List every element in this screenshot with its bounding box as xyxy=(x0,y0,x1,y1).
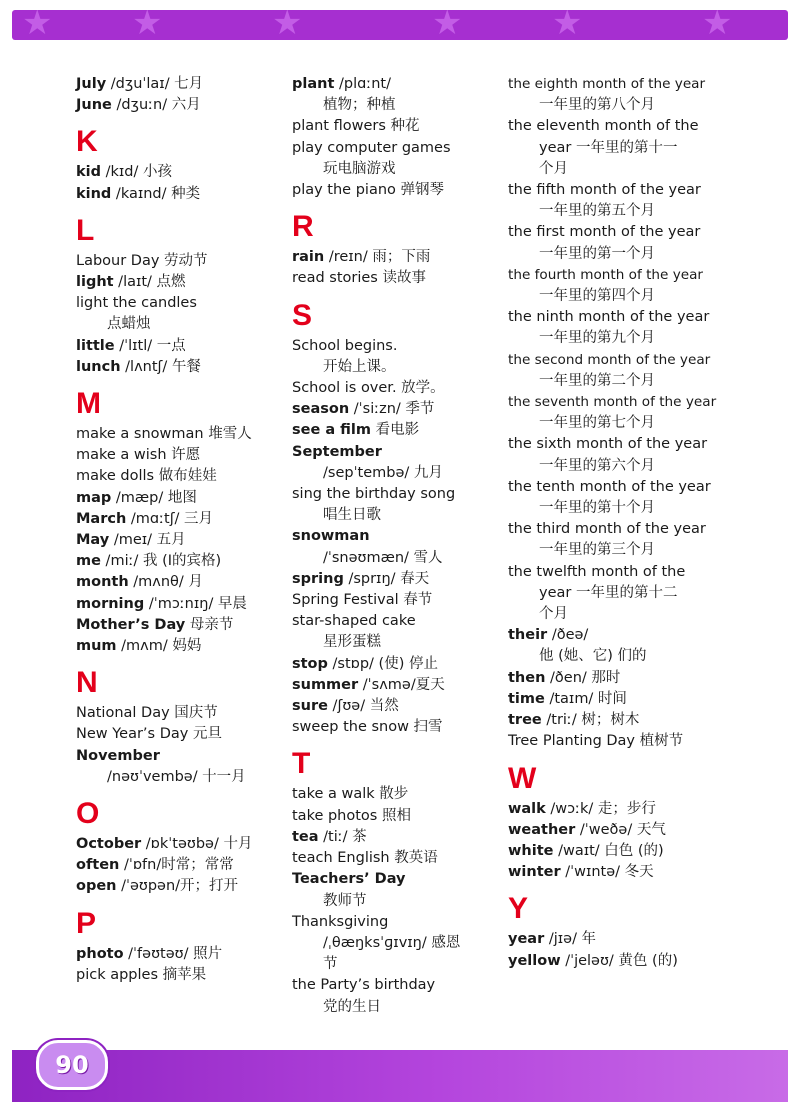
headword: often xyxy=(76,857,120,874)
headword: season xyxy=(292,401,350,418)
glossary-phrase: the Party’s birthday xyxy=(292,977,436,994)
headword: walk xyxy=(508,800,546,817)
definition: /triː/ 树；树木 xyxy=(541,712,640,729)
entry-continuation: 节 xyxy=(323,956,338,973)
definition: /wɔːk/ 走；步行 xyxy=(545,800,656,817)
headword: Mother’s Day xyxy=(76,616,186,633)
glossary-phrase: National Day 国庆节 xyxy=(76,705,218,722)
glossary-phrase: New Year’s Day 元旦 xyxy=(76,726,222,743)
definition: /ɒkˈtəʊbə/ 十月 xyxy=(141,836,253,853)
headword: lunch xyxy=(76,358,121,375)
glossary-entry xyxy=(292,696,502,717)
entry-continuation: 党的生日 xyxy=(323,998,381,1015)
entry-continuation: /ˈsnəʊmæn/ 雪人 xyxy=(323,549,443,566)
glossary-entry xyxy=(292,420,502,441)
entry-continuation: 一年里的第十个月 xyxy=(539,500,655,517)
page-number: 90 xyxy=(55,1051,89,1079)
glossary-entry xyxy=(508,799,718,820)
section-letter: O xyxy=(76,797,100,831)
glossary-entry xyxy=(508,951,718,972)
glossary-phrase: the eleventh month of the xyxy=(508,118,699,135)
headword: see a film xyxy=(292,422,372,439)
glossary-phrase: take a walk 散步 xyxy=(292,786,409,803)
glossary-phrase: School begins. xyxy=(292,337,398,354)
headword: Teachers’ Day xyxy=(292,871,406,888)
entry-continuation: 一年里的第三个月 xyxy=(539,542,655,559)
glossary-phrase: make dolls 做布娃娃 xyxy=(76,468,217,485)
section-letter: T xyxy=(292,747,311,781)
glossary-phrase: make a snowman 堆雪人 xyxy=(76,426,252,443)
glossary-entry xyxy=(76,162,281,183)
glossary-phrase: light the candles xyxy=(76,295,197,312)
headword: light xyxy=(76,274,114,291)
glossary-phrase: Thanksgiving xyxy=(292,913,389,930)
star-icon: ★ xyxy=(552,10,583,40)
glossary-entry xyxy=(292,399,502,420)
glossary-entry xyxy=(76,551,281,572)
entry-continuation: 一年里的第六个月 xyxy=(539,457,655,474)
headword: kid xyxy=(76,164,101,181)
headword: May xyxy=(76,532,110,549)
headword: snowman xyxy=(292,528,370,545)
headword: sure xyxy=(292,698,328,715)
glossary-entry xyxy=(76,636,281,657)
definition: /ˈsʌmə/夏天 xyxy=(358,676,445,693)
glossary-phrase: the third month of the year xyxy=(508,521,706,538)
headword: me xyxy=(76,553,101,570)
glossary-phrase: School is over. 放学。 xyxy=(292,380,445,397)
glossary-phrase: pick apples 摘苹果 xyxy=(76,966,207,983)
headword: spring xyxy=(292,570,344,587)
headword: tea xyxy=(292,828,319,845)
star-icon: ★ xyxy=(132,10,163,40)
entry-continuation: /sepˈtembə/ 九月 xyxy=(323,464,443,481)
glossary-phrase: the fourth month of the year xyxy=(508,266,704,283)
glossary-entry xyxy=(292,869,502,890)
glossary-entry xyxy=(76,615,281,636)
definition: /miː/ 我 (I的宾格) xyxy=(100,553,222,570)
definition: 母亲节 xyxy=(185,616,234,633)
glossary-entry xyxy=(76,855,281,876)
glossary-phrase: Tree Planting Day 植树节 xyxy=(508,733,684,750)
definition: /tiː/ 茶 xyxy=(318,828,367,845)
headword: weather xyxy=(508,821,576,838)
glossary-entry xyxy=(76,876,281,897)
glossary-entry xyxy=(508,710,718,731)
entry-continuation: 开始上课。 xyxy=(323,358,396,375)
glossary-column-1 xyxy=(76,74,281,986)
headword: white xyxy=(508,842,554,859)
headword: then xyxy=(508,669,546,686)
headword: time xyxy=(508,690,545,707)
definition: /ˈwɪntə/ 冬天 xyxy=(560,864,654,881)
glossary-entry xyxy=(508,625,718,646)
section-letter: S xyxy=(292,298,313,332)
glossary-phrase: the twelfth month of the xyxy=(508,563,686,580)
entry-continuation: 一年里的第七个月 xyxy=(539,415,655,432)
glossary-phrase: the fifth month of the year xyxy=(508,182,701,199)
definition: /ˈlɪtl/ 一点 xyxy=(114,337,186,354)
bottom-decorative-band xyxy=(12,1050,788,1102)
glossary-entry xyxy=(508,820,718,841)
definition: /lʌntʃ/ 午餐 xyxy=(120,358,201,375)
glossary-entry xyxy=(508,841,718,862)
definition: /ˈsiːzn/ 季节 xyxy=(349,401,435,418)
glossary-entry xyxy=(76,530,281,551)
definition: /mʌnθ/ 月 xyxy=(128,574,203,591)
entry-continuation: 个月 xyxy=(539,160,568,177)
headword: photo xyxy=(76,945,124,962)
headword: March xyxy=(76,510,127,527)
star-icon: ★ xyxy=(702,10,733,40)
headword: little xyxy=(76,337,115,354)
glossary-phrase: make a wish 许愿 xyxy=(76,447,201,464)
glossary-entry xyxy=(76,746,281,767)
definition: /kaɪnd/ 种类 xyxy=(111,185,201,202)
headword: kind xyxy=(76,185,112,202)
definition: /sprɪŋ/ 春天 xyxy=(343,570,430,587)
definition: /waɪt/ 白色 (的) xyxy=(553,842,664,859)
glossary-entry xyxy=(292,442,502,463)
headword: winter xyxy=(508,864,561,881)
glossary-phrase: the first month of the year xyxy=(508,224,701,241)
glossary-entry xyxy=(508,668,718,689)
glossary-phrase: the tenth month of the year xyxy=(508,478,711,495)
definition: /laɪt/ 点燃 xyxy=(113,274,186,291)
definition: /dʒuːn/ 六月 xyxy=(111,97,201,114)
entry-continuation: 一年里的第五个月 xyxy=(539,203,655,220)
definition: /ˈjeləʊ/ 黄色 (的) xyxy=(560,952,678,969)
entry-continuation: 植物；种植 xyxy=(323,97,396,114)
definition: /stɒp/ (使) 停止 xyxy=(327,655,438,672)
definition: /mʌm/ 妈妈 xyxy=(116,638,202,655)
definition: 看电影 xyxy=(371,422,420,439)
section-letter: L xyxy=(76,213,95,247)
entry-continuation: 点蜡烛 xyxy=(107,316,151,333)
glossary-entry xyxy=(76,336,281,357)
section-letter: N xyxy=(76,666,98,700)
glossary-phrase: Labour Day 劳动节 xyxy=(76,252,208,269)
entry-continuation: year 一年里的第十二 xyxy=(539,584,678,601)
headword: summer xyxy=(292,676,359,693)
star-icon: ★ xyxy=(272,10,303,40)
glossary-column-3 xyxy=(508,74,718,972)
glossary-phrase: take photos 照相 xyxy=(292,807,411,824)
glossary-entry xyxy=(508,929,718,950)
headword: stop xyxy=(292,655,328,672)
glossary-entry xyxy=(292,526,502,547)
glossary-phrase: Spring Festival 春节 xyxy=(292,592,433,609)
headword: October xyxy=(76,836,142,853)
definition: /ˈfəʊtəʊ/ 照片 xyxy=(123,945,223,962)
entry-continuation: /nəʊˈvembə/ 十一月 xyxy=(107,768,246,785)
entry-continuation: 教师节 xyxy=(323,892,367,909)
headword: tree xyxy=(508,712,542,729)
entry-continuation: 星形蛋糕 xyxy=(323,634,381,651)
definition: /meɪ/ 五月 xyxy=(109,532,186,549)
definition: /mɑːtʃ/ 三月 xyxy=(126,510,214,527)
headword: open xyxy=(76,878,117,895)
headword: yellow xyxy=(508,952,561,969)
glossary-entry xyxy=(292,827,502,848)
headword: rain xyxy=(292,249,325,266)
glossary-entry xyxy=(292,247,502,268)
definition: /ˈmɔːnɪŋ/ 早晨 xyxy=(144,595,247,612)
glossary-entry xyxy=(76,834,281,855)
glossary-entry xyxy=(76,74,281,95)
headword: morning xyxy=(76,595,145,612)
glossary-phrase: read stories 读故事 xyxy=(292,270,426,287)
glossary-entry xyxy=(76,95,281,116)
entry-continuation: 一年里的第八个月 xyxy=(539,97,655,114)
entry-continuation: 一年里的第九个月 xyxy=(539,330,655,347)
star-icon: ★ xyxy=(22,10,53,40)
glossary-phrase: the eighth month of the year xyxy=(508,76,706,92)
glossary-phrase: sweep the snow 扫雪 xyxy=(292,719,443,736)
glossary-entry xyxy=(76,357,281,378)
glossary-entry xyxy=(76,572,281,593)
headword: mum xyxy=(76,638,117,655)
glossary-entry xyxy=(76,184,281,205)
glossary-phrase: plant flowers 种花 xyxy=(292,118,420,135)
definition: /mæp/ 地图 xyxy=(111,489,197,506)
entry-continuation: year 一年里的第十一 xyxy=(539,139,678,156)
top-decorative-band xyxy=(12,10,788,40)
headword: year xyxy=(508,931,545,948)
section-letter: W xyxy=(508,761,537,795)
glossary-entry xyxy=(76,594,281,615)
glossary-phrase: sing the birthday song xyxy=(292,486,456,503)
entry-continuation: 一年里的第二个月 xyxy=(539,372,655,389)
glossary-entry xyxy=(292,569,502,590)
glossary-phrase: teach English 教英语 xyxy=(292,850,438,867)
definition: /reɪn/ 雨；下雨 xyxy=(324,249,431,266)
glossary-entry xyxy=(76,272,281,293)
glossary-entry xyxy=(76,488,281,509)
glossary-entry xyxy=(76,944,281,965)
definition: /taɪm/ 时间 xyxy=(544,690,627,707)
definition: /ðeə/ xyxy=(547,627,589,644)
glossary-entry xyxy=(508,689,718,710)
definition: /ˈɒfn/时常；常常 xyxy=(119,857,234,874)
entry-continuation: 个月 xyxy=(539,606,568,623)
entry-continuation: 玩电脑游戏 xyxy=(323,160,396,177)
headword: plant xyxy=(292,76,335,92)
entry-continuation: 一年里的第一个月 xyxy=(539,245,655,262)
definition: /plɑːnt/ xyxy=(334,76,391,92)
definition: /dʒuˈlaɪ/ 七月 xyxy=(106,76,204,92)
glossary-phrase: the seventh month of the year xyxy=(508,394,717,411)
definition: /ʃʊə/ 当然 xyxy=(327,698,399,715)
headword: November xyxy=(76,747,160,764)
glossary-phrase: star-shaped cake xyxy=(292,613,416,630)
definition: /jɪə/ 年 xyxy=(544,931,597,948)
definition: /ˈweðə/ 天气 xyxy=(575,821,666,838)
section-letter: M xyxy=(76,387,101,421)
definition: /ˈəʊpən/开；打开 xyxy=(116,878,239,895)
definition: /ðen/ 那时 xyxy=(545,669,621,686)
glossary-entry xyxy=(508,862,718,883)
glossary-entry xyxy=(76,509,281,530)
section-letter: K xyxy=(76,125,98,159)
glossary-phrase: the second month of the year xyxy=(508,351,711,368)
glossary-entry xyxy=(292,675,502,696)
glossary-phrase: the ninth month of the year xyxy=(508,309,710,326)
glossary-entry xyxy=(292,654,502,675)
entry-continuation: 一年里的第四个月 xyxy=(539,288,655,305)
headword: month xyxy=(76,574,129,591)
glossary-phrase: play the piano 弹钢琴 xyxy=(292,182,445,199)
headword: map xyxy=(76,489,112,506)
section-letter: Y xyxy=(508,892,529,926)
entry-continuation: 他 (她、它) 们的 xyxy=(539,648,647,665)
section-letter: R xyxy=(292,210,314,244)
glossary-column-2 xyxy=(292,74,502,1018)
headword: July xyxy=(76,76,107,92)
headword: June xyxy=(76,97,112,114)
entry-continuation: 唱生日歌 xyxy=(323,507,381,524)
definition: /kɪd/ 小孩 xyxy=(101,164,172,181)
headword: September xyxy=(292,443,382,460)
star-icon: ★ xyxy=(432,10,463,40)
page-number-badge xyxy=(36,1040,108,1090)
section-letter: P xyxy=(76,906,97,940)
glossary-phrase: play computer games xyxy=(292,139,451,156)
glossary-phrase: the sixth month of the year xyxy=(508,436,708,453)
headword: their xyxy=(508,627,548,644)
glossary-entry xyxy=(292,74,502,95)
entry-continuation: /ˌθæŋksˈɡɪvɪŋ/ 感恩 xyxy=(323,934,461,951)
